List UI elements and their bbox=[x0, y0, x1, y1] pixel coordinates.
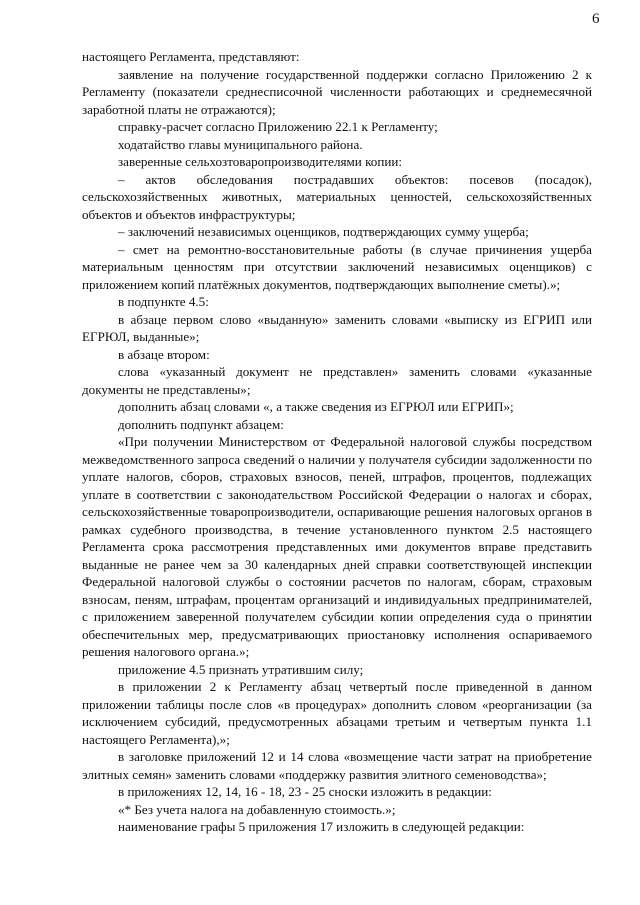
paragraph-application: заявление на получение государственной поддержки согласно Приложению 2 к Регламенту (показатели среднесписочной численности работающих и среднемесячной заработной платы не отражаются); bbox=[82, 66, 592, 117]
paragraph-footnotes: в приложениях 12, 14, 16 - 18, 23 - 25 сноски изложить в редакции: bbox=[118, 784, 492, 799]
paragraph-words-replace: слова «указанный документ не представлен» заменить словами «указанные документы не представлены»; bbox=[82, 364, 592, 397]
paragraph-certificate: справку-расчет согласно Приложению 22.1 к Регламенту; bbox=[118, 119, 438, 134]
paragraph-petition: ходатайство главы муниципального района. bbox=[118, 136, 363, 152]
paragraph-acts: – актов обследования пострадавших объектов: посевов (посадок), сельскохозяйственных животных, материальных ценностей, сельскохозяйственных объектов и объектов инфраструктуры; bbox=[82, 171, 592, 222]
paragraph-appendix-4-5: приложение 4.5 признать утратившим силу; bbox=[118, 661, 364, 677]
paragraph-subpoint-4-5: в подпункте 4.5: bbox=[118, 294, 209, 309]
paragraph-tax-service: «При получении Министерством от Федеральной налоговой службы посредством межведомственного запроса сведений о наличии у получателя субсидии задолженности по уплате налогов, сборов, страховых взносов, пеней, штрафов, процентов, подлежащих уплате в соответствии с законодательством Российской Федерации о налогах и сборах, сельскохозяйственные товаропроизводители, оспаривающие решения налоговых органов в рамках судебного производства, в течение установленного пунктом 2.5 настоящего Регламента срока рассмотрения представленных ими документов вправе представить выданные не ранее чем за 30 календарных дней справки соответствующей инспекции Федеральной налоговой службы о состоянии расчетов по налогам, сборам, страховым взносам, пеням, штрафам, процентам организаций и индивидуальных предпринимателей, с приложением заверенной получателем субсидии копии определения суда о принятии обеспечительных мер, предусматривающих приостановку исполнения оспариваемого решения налогового органа.»; bbox=[82, 434, 592, 659]
paragraph-second-abzac: в абзаце втором: bbox=[118, 346, 210, 362]
paragraph-headings-12-14: в заголовке приложений 12 и 14 слова «возмещение части затрат на приобретение элитных семян» заменить словами «поддержку развития элитного семеноводства»; bbox=[82, 749, 592, 782]
paragraph-conclusions: – заключений независимых оценщиков, подтверждающих сумму ущерба; bbox=[118, 224, 529, 239]
document-body bbox=[82, 48, 592, 836]
paragraph-column-5: наименование графы 5 приложения 17 изложить в следующей редакции: bbox=[118, 819, 525, 834]
paragraph-estimates: – смет на ремонтно-восстановительные работы (в случае причинения ущерба материальным ценностям при отсутствии заключений независимых оценщиков) с приложением копий платёжных документов, подтверждающих выполнение сметы).»; bbox=[82, 241, 592, 292]
page-number: 6 bbox=[592, 11, 600, 27]
paragraph-footnote-text: «* Без учета налога на добавленную стоимость.»; bbox=[118, 801, 396, 817]
paragraph-copies: заверенные сельхозтоваропроизводителями копии: bbox=[118, 154, 402, 169]
paragraph-appendix-2: в приложении 2 к Регламенту абзац четвертый после приведенной в данном приложении таблицы после слов «в процедурах» дополнить словом «реорганизации (за исключением субсидий, предусмотренных абзацами третьим и четвертым пункта 1.1 настоящего Регламента),»; bbox=[82, 679, 592, 747]
paragraph-first-abzac: в абзаце первом слово «выданную» заменить словами «выписку из ЕГРИП или ЕГРЮЛ, выданные»; bbox=[82, 311, 592, 344]
paragraph-add-words: дополнить абзац словами «, а также сведения из ЕГРЮЛ или ЕГРИП»; bbox=[118, 399, 514, 414]
paragraph-intro: настоящего Регламента, представляют: bbox=[82, 49, 300, 64]
paragraph-add-abzac: дополнить подпункт абзацем: bbox=[118, 416, 284, 432]
